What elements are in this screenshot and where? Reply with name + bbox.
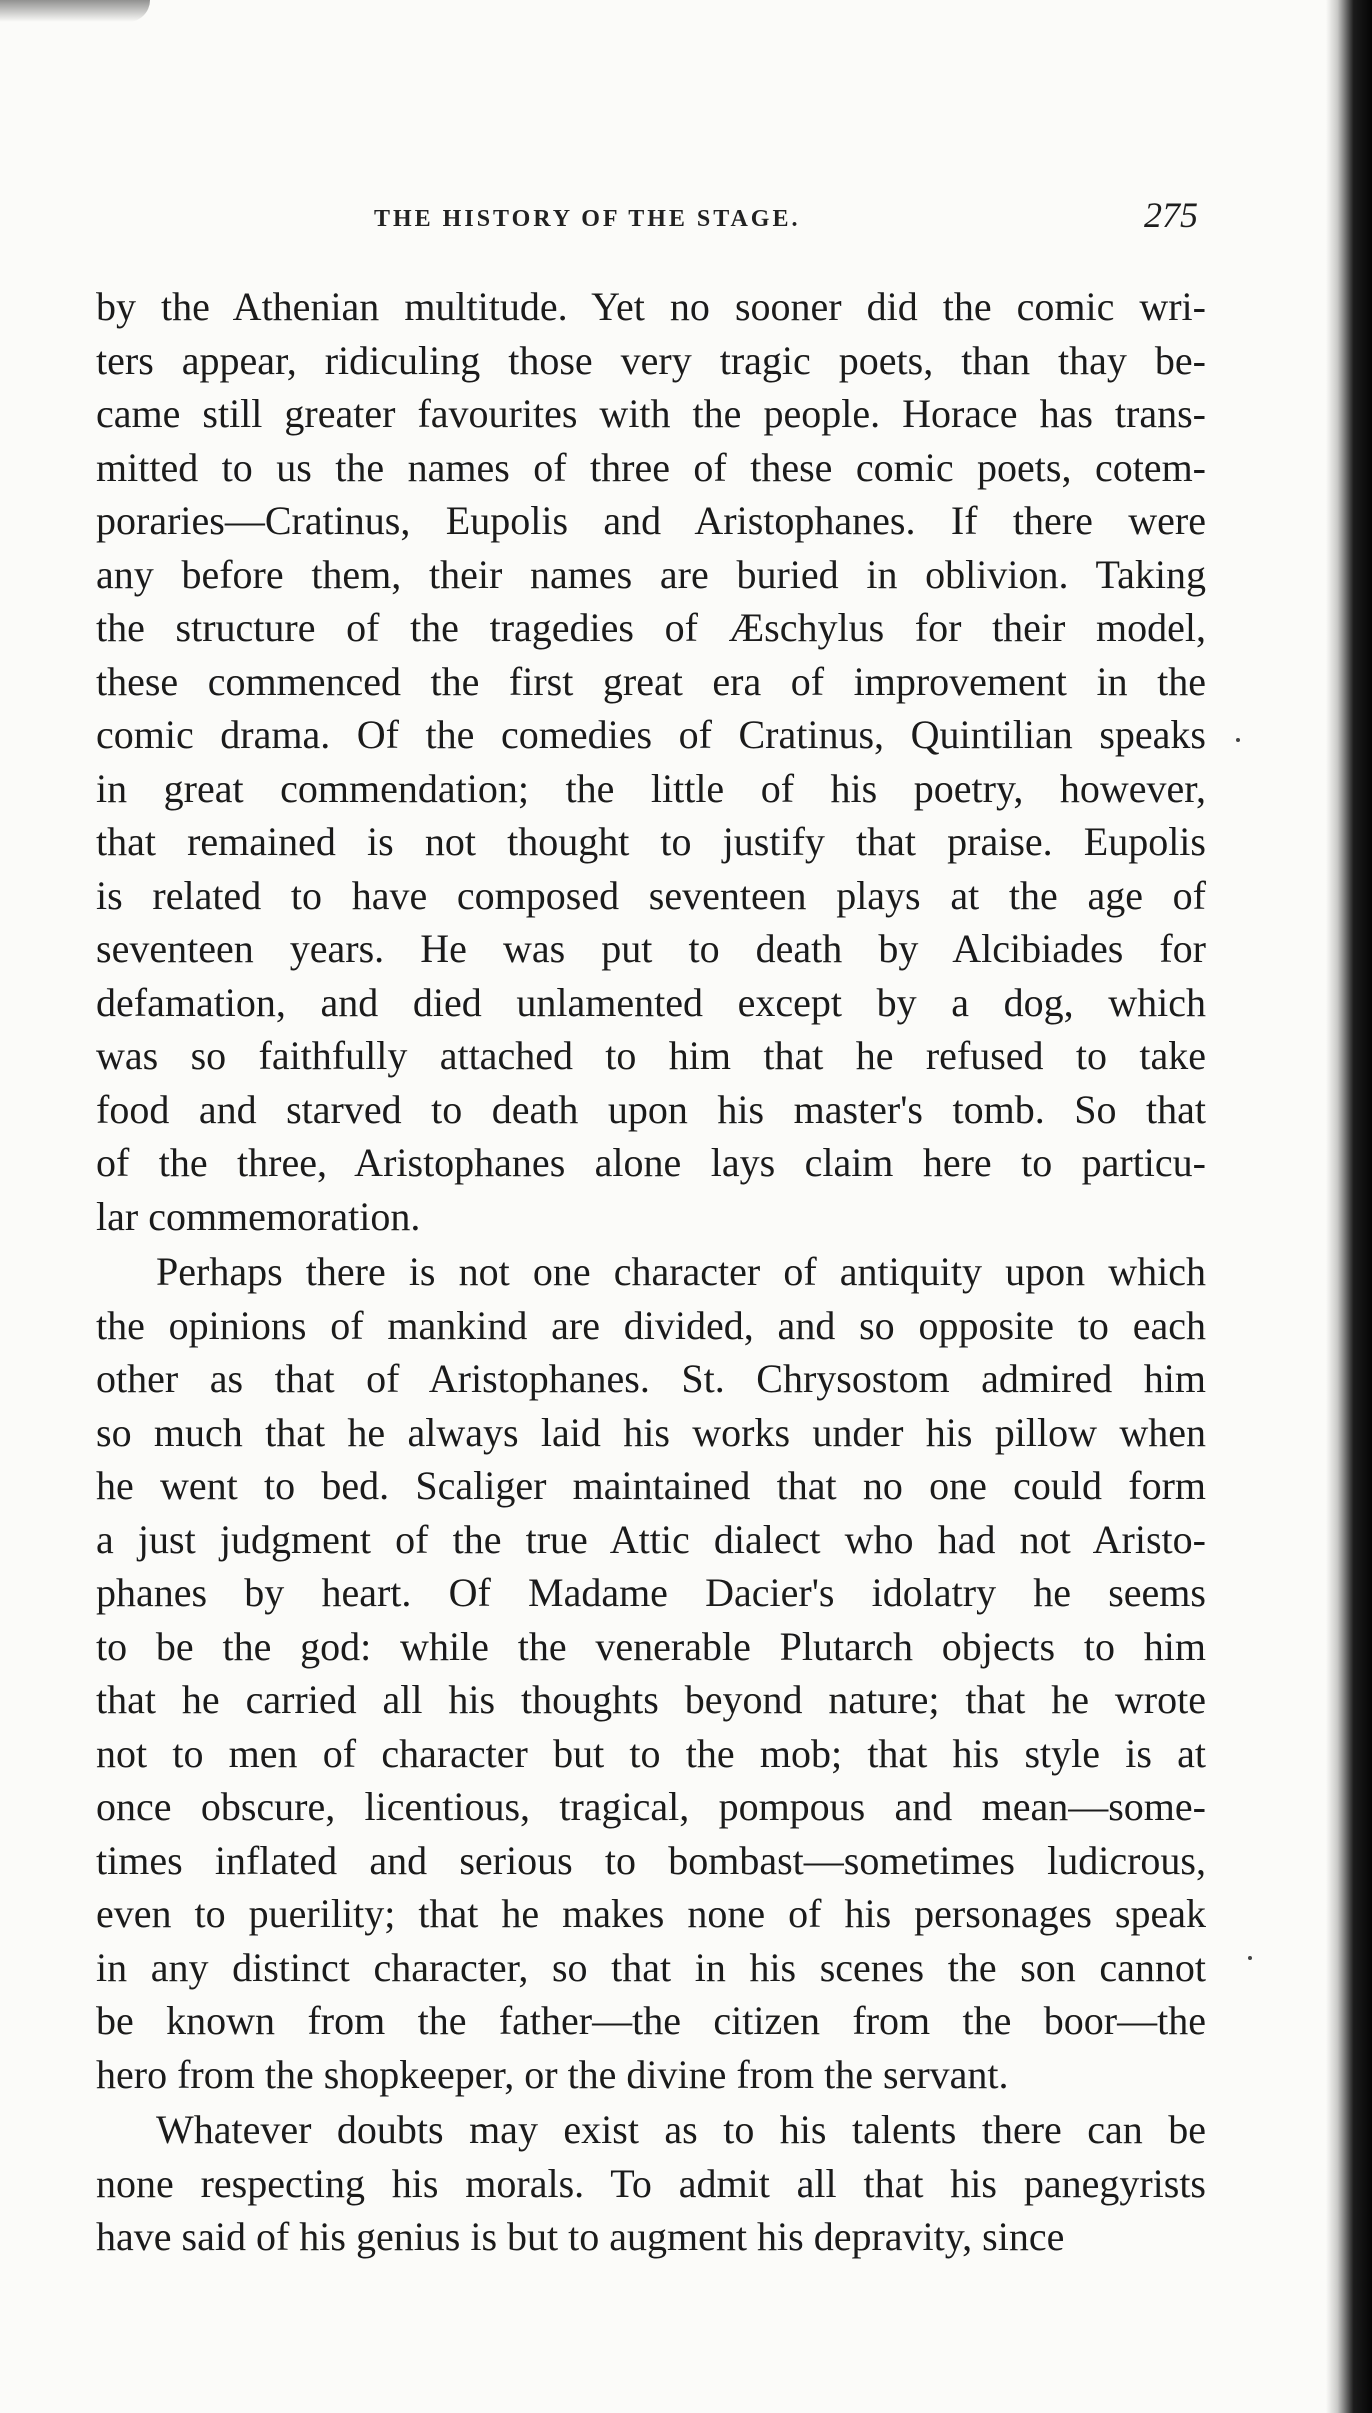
text-line: of the three, Aristophanes alone lays claim here to particu- xyxy=(96,1140,1206,1185)
text-line: lar commemoration. xyxy=(96,1193,421,1239)
text-line: once obscure, licentious, tragical, pompous and mean—some- xyxy=(96,1784,1206,1829)
paragraph xyxy=(96,1245,1206,2101)
text-line: the opinions of mankind are divided, and so opposite to each xyxy=(96,1302,1206,1348)
text-line: to be the god: while the venerable Plutarch objects to him xyxy=(96,1623,1206,1669)
text-line: Perhaps there is not one character of antiquity upon which xyxy=(156,1249,1206,1294)
running-title: THE HISTORY OF THE STAGE. xyxy=(374,206,801,232)
text-line: be known from the father—the citizen from the boor—the xyxy=(96,1998,1206,2043)
text-line: times inflated and serious to bombast—sometimes ludicrous, xyxy=(96,1837,1206,1883)
text-line: any before them, their names are buried in oblivion. Taking xyxy=(96,551,1206,597)
page-number: 275 xyxy=(1144,195,1198,235)
text-line: that remained is not thought to justify that praise. Eupolis xyxy=(96,819,1206,864)
text-line: seventeen years. He was put to death by Alcibiades for xyxy=(96,926,1206,971)
text-line: comic drama. Of the comedies of Cratinus, Quintilian speaks xyxy=(96,712,1206,757)
body-text xyxy=(96,280,1206,2264)
text-line: phanes by heart. Of Madame Dacier's idolatry he seems xyxy=(96,1570,1206,1615)
text-line: hero from the shopkeeper, or the divine from the servant. xyxy=(96,2051,1009,2097)
text-line: other as that of Aristophanes. St. Chrysostom admired him xyxy=(96,1356,1206,1401)
text-line: he went to bed. Scaliger maintained that no one could form xyxy=(96,1463,1206,1508)
page-header xyxy=(96,196,1198,246)
text-line: mitted to us the names of three of these comic poets, cotem- xyxy=(96,444,1206,490)
scan-page-edge xyxy=(1326,0,1372,2413)
text-line: even to puerility; that he makes none of his personages speak xyxy=(96,1891,1206,1936)
text-line: defamation, and died unlamented except by a dog, which xyxy=(96,979,1206,1025)
text-line: have said of his genius is but to augment his depravity, since xyxy=(96,2214,1065,2259)
text-line: that he carried all his thoughts beyond nature; that he wrote xyxy=(96,1677,1206,1722)
text-line: is related to have composed seventeen plays at the age of xyxy=(96,872,1206,918)
text-line: these commenced the first great era of improvement in the xyxy=(96,658,1206,704)
text-line: came still greater favourites with the people. Horace has trans- xyxy=(96,391,1206,436)
scan-smudge xyxy=(0,0,150,22)
text-line: ters appear, ridiculing those very tragic poets, than thay be- xyxy=(96,337,1206,383)
text-line: so much that he always laid his works under his pillow when xyxy=(96,1409,1206,1455)
text-line: by the Athenian multitude. Yet no sooner did the comic wri- xyxy=(96,284,1206,329)
text-line: was so faithfully attached to him that he refused to take xyxy=(96,1033,1206,1078)
text-line: none respecting his morals. To admit all that his panegyrists xyxy=(96,2160,1206,2206)
text-line: Whatever doubts may exist as to his talents there can be xyxy=(156,2107,1206,2152)
text-line: food and starved to death upon his master's tomb. So that xyxy=(96,1086,1206,1132)
scan-speck xyxy=(1248,1956,1252,1960)
text-line: the structure of the tragedies of Æschylus for their model, xyxy=(96,605,1206,650)
text-line: in great commendation; the little of his poetry, however, xyxy=(96,765,1206,811)
text-line: not to men of character but to the mob; that his style is at xyxy=(96,1730,1206,1776)
paragraph xyxy=(96,2103,1206,2264)
text-line: in any distinct character, so that in his scenes the son cannot xyxy=(96,1944,1206,1990)
text-line: poraries—Cratinus, Eupolis and Aristophanes. If there were xyxy=(96,498,1206,543)
scan-speck xyxy=(1236,738,1240,742)
text-line: a just judgment of the true Attic dialect who had not Aristo- xyxy=(96,1516,1206,1562)
paragraph xyxy=(96,280,1206,1243)
